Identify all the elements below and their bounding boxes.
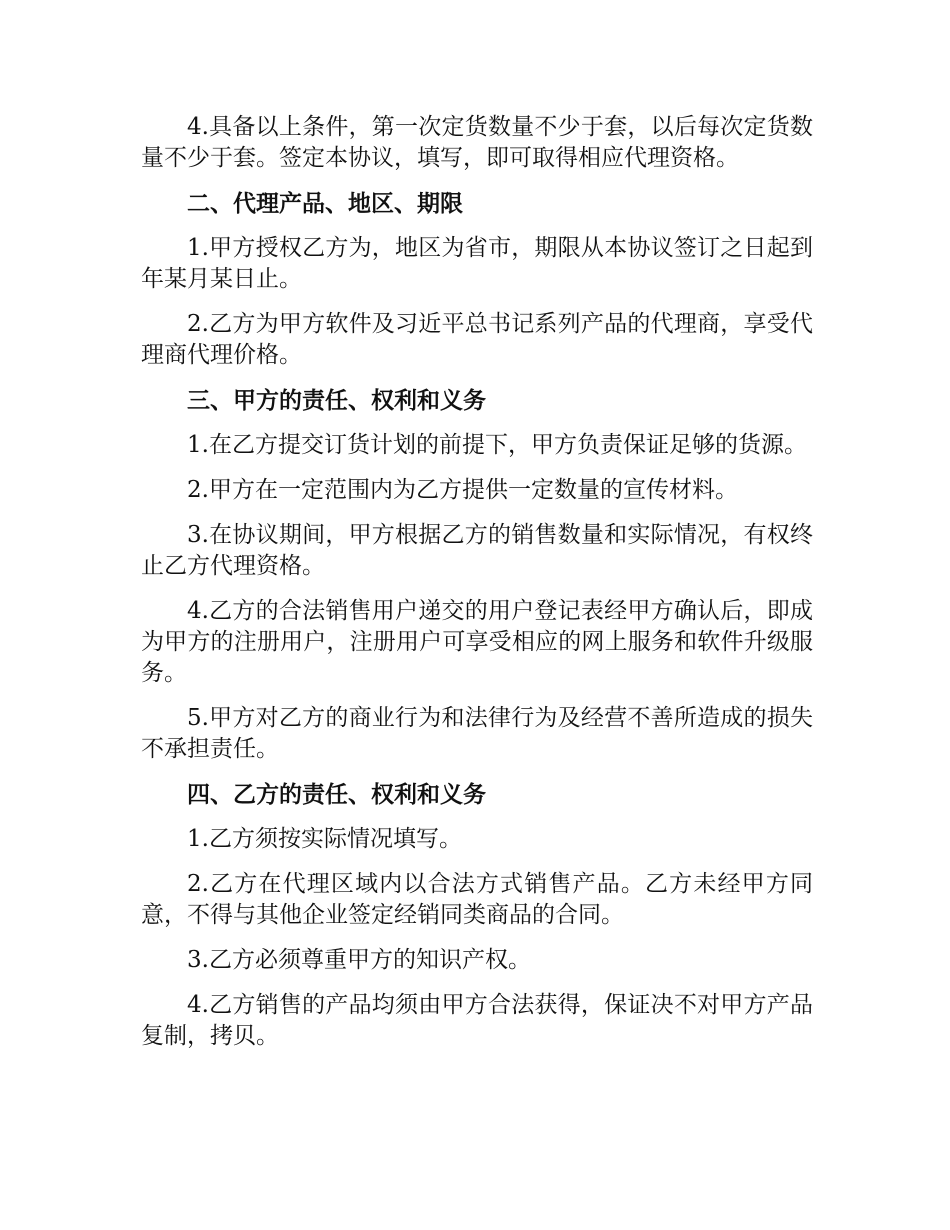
paragraph-party-a-2: 2.甲方在一定范围内为乙方提供一定数量的宣传材料。 — [187, 477, 738, 503]
paragraph-party-b-2: 2.乙方在代理区域内以合法方式销售产品。乙方未经甲方同意，不得与其他企业签定经销同类商品的合同。 — [141, 871, 813, 928]
section-heading-products-region-term: 二、代理产品、地区、期限 — [187, 190, 463, 217]
paragraph-party-a-1: 1.在乙方提交订货计划的前提下，甲方负责保证足够的货源。 — [187, 432, 807, 458]
paragraph-products-1: 1.甲方授权乙方为，地区为省市，期限从本协议签订之日起到年某月某日止。 — [141, 235, 813, 292]
paragraph-party-b-3: 3.乙方必须尊重甲方的知识产权。 — [187, 947, 531, 973]
paragraph-party-b-1: 1.乙方须按实际情况填写。 — [187, 826, 462, 852]
document-page — [141, 112, 813, 1066]
paragraph-party-a-3: 3.在协议期间，甲方根据乙方的销售数量和实际情况，有权终止乙方代理资格。 — [141, 522, 813, 579]
paragraph-party-a-5: 5.甲方对乙方的商业行为和法律行为及经营不善所造成的损失不承担责任。 — [141, 705, 813, 762]
paragraph-products-2: 2.乙方为甲方软件及习近平总书记系列产品的代理商，享受代理商代理价格。 — [141, 311, 813, 368]
section-heading-party-b-duties: 四、乙方的责任、权利和义务 — [187, 781, 486, 808]
section-heading-party-a-duties: 三、甲方的责任、权利和义务 — [187, 387, 486, 414]
paragraph-party-b-4: 4.乙方销售的产品均须由甲方合法获得，保证决不对甲方产品复制，拷贝。 — [141, 992, 813, 1049]
paragraph-qualification-4: 4.具备以上条件，第一次定货数量不少于套，以后每次定货数量不少于套。签定本协议，填写，即可取得相应代理资格。 — [141, 114, 813, 171]
paragraph-party-a-4: 4.乙方的合法销售用户递交的用户登记表经甲方确认后，即成为甲方的注册用户，注册用户可享受相应的网上服务和软件升级服务。 — [141, 598, 813, 686]
